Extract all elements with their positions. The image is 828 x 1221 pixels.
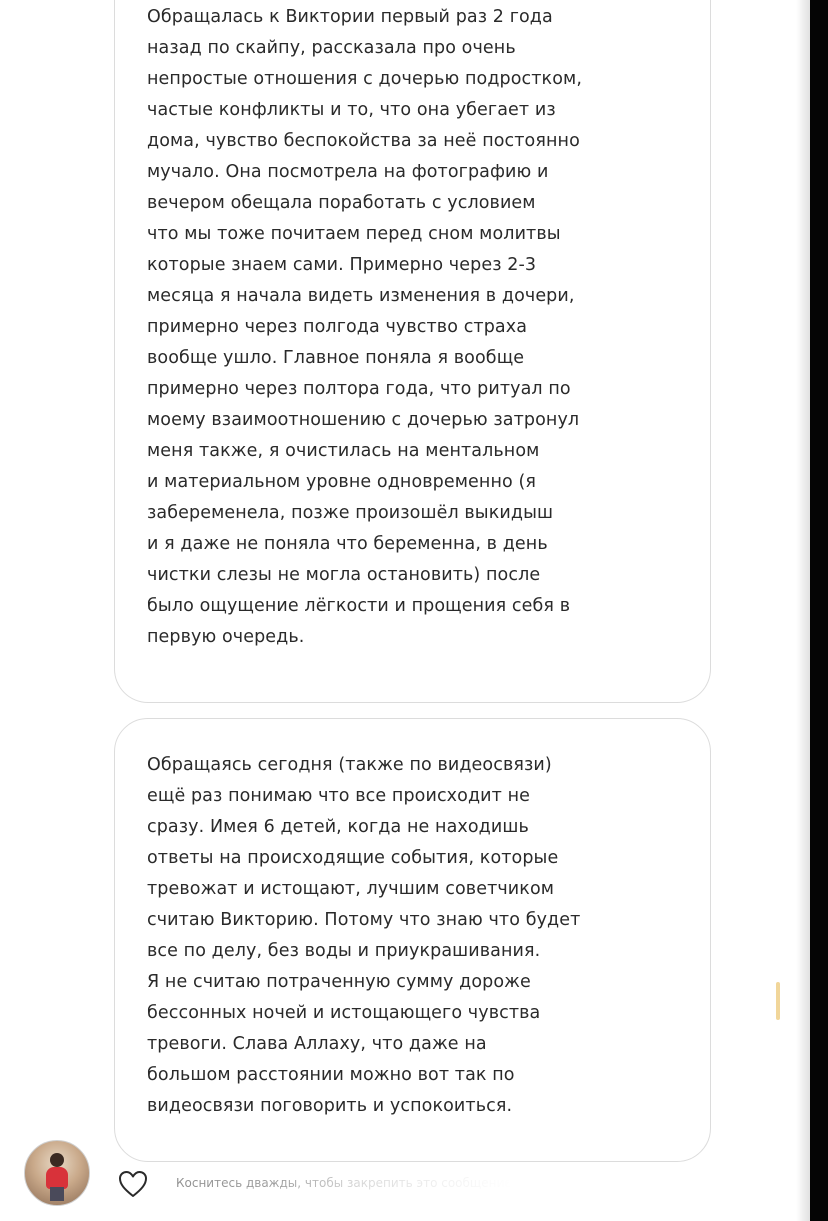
message-1-line: частые конфликты и то, что она убегает из [147,100,556,120]
message-footer [0,1130,810,1221]
message-1-line: было ощущение лёгкости и прощения себя в [147,596,571,616]
avatar-figure-head [50,1153,64,1167]
message-2-line: бессонных ночей и истощающего чувства [147,1003,541,1023]
message-1-line: вообще ушло. Главное поняла я вообще [147,348,525,368]
message-1-line: мучало. Она посмотрела на фотографию и [147,162,549,182]
message-1-line: что мы тоже почитаем перед сном молитвы [147,224,561,244]
avatar-figure-body [46,1167,68,1189]
message-1-line: примерно через полгода чувство страха [147,317,528,337]
screen-bezel [810,0,828,1221]
heart-icon[interactable] [118,1170,148,1198]
message-1-line: месяца я начала видеть изменения в дочери, [147,286,575,306]
edge-shadow [796,0,810,1221]
message-2-line: тревожат и истощают, лучшим советчиком [147,879,555,899]
message-1-line: моему взаимоотношению с дочерью затронул [147,410,580,430]
message-1-line: Обращалась к Виктории первый раз 2 года [147,7,553,27]
message-text-2 [147,750,580,1122]
message-2-line: большом расстоянии можно вот так по [147,1065,515,1085]
double-tap-hint: Коснитесь дважды, чтобы закрепить это сообщение [176,1176,512,1190]
message-1-line: первую очередь. [147,627,305,647]
message-1-line: которые знаем сами. Примерно через 2-3 [147,255,537,275]
message-1-line: чистки слезы не могла остановить) после [147,565,541,585]
message-2-line: ещё раз понимаю что все происходит не [147,786,530,806]
avatar-figure-legs [50,1187,64,1201]
sender-avatar[interactable] [24,1140,90,1206]
message-2-line: тревоги. Слава Аллаху, что даже на [147,1034,487,1054]
message-2-line: Обращаясь сегодня (также по видеосвязи) [147,755,552,775]
message-2-line: видеосвязи поговорить и успокоиться. [147,1096,513,1116]
message-2-line: считаю Викторию. Потому что знаю что будет [147,910,581,930]
message-1-line: вечером обещала поработать с условием [147,193,536,213]
message-2-line: Я не считаю потраченную сумму дороже [147,972,531,992]
message-2-line: все по делу, без воды и приукрашивания. [147,941,541,961]
message-1-line: непростые отношения с дочерью подростком, [147,69,582,89]
message-1-line: дома, чувство беспокойства за неё постоянно [147,131,580,151]
message-1-line: и материальном уровне одновременно (я [147,472,537,492]
message-1-line: назад по скайпу, рассказала про очень [147,38,516,58]
message-2-line: сразу. Имея 6 детей, когда не находишь [147,817,529,837]
message-1-line: и я даже не поняла что беременна, в день [147,534,548,554]
message-text-1 [147,2,582,653]
scroll-indicator [776,982,780,1020]
message-2-line: ответы на происходящие события, которые [147,848,559,868]
message-1-line: примерно через полтора года, что ритуал по [147,379,571,399]
message-1-line: забеременела, позже произошёл выкидыш [147,503,554,523]
message-1-line: меня также, я очистилась на ментальном [147,441,540,461]
